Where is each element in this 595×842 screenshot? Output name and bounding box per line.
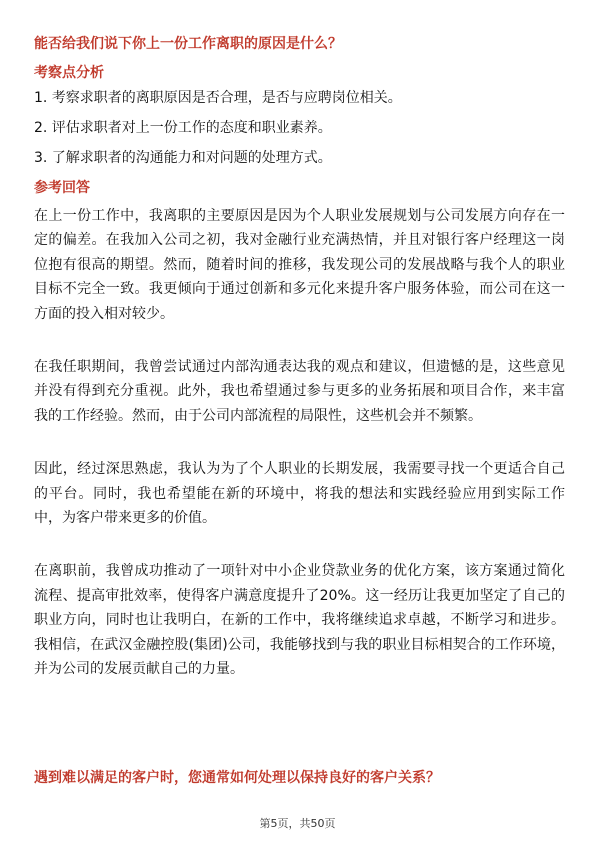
reference-answer xyxy=(34,204,565,711)
analysis-heading: 考察点分析 xyxy=(34,65,104,81)
page-number: 第5页，共50页 xyxy=(259,817,336,830)
analysis-list xyxy=(34,88,564,178)
next-question-heading: 遇到难以满足的客户时，您通常如何处理以保持良好的客户关系？ xyxy=(34,770,440,786)
list-item: 2. 评估求职者对上一份工作的态度和职业素养。 xyxy=(34,120,332,136)
list-item: 1. 考察求职者的离职原因是否合理，是否与应聘岗位相关。 xyxy=(34,90,402,106)
reference-heading: 参考回答 xyxy=(34,180,90,196)
question-heading: 能否给我们说下你上一份工作离职的原因是什么？ xyxy=(34,36,342,52)
list-item: 3. 了解求职者的沟通能力和对问题的处理方式。 xyxy=(34,150,332,166)
answer-paragraph: 在我任职期间，我曾尝试通过内部沟通表达我的观点和建议，但遗憾的是，这些意见并没有得到充分重视。此外，我也希望通过参与更多的业务拓展和项目合作，来丰富我的工作经验。然而，由于公司内部流程的局限性，这些机会并不频繁。 xyxy=(34,359,565,424)
answer-paragraph: 在离职前，我曾成功推动了一项针对中小企业贷款业务的优化方案，该方案通过简化流程、提高审批效率，使得客户满意度提升了20%。这一经历让我更加坚定了自己的职业方向，同时也让我明白，在新的工作中，我将继续追求卓越，不断学习和进步。我相信，在武汉金融控股(集团)公司，我能够找到与我的职业目标相契合的工作环境，并为公司的发展贡献自己的力量。 xyxy=(34,563,565,678)
answer-paragraph: 在上一份工作中，我离职的主要原因是因为个人职业发展规划与公司发展方向存在一定的偏差。在我加入公司之初，我对金融行业充满热情，并且对银行客户经理这一岗位抱有很高的期望。然而，随着时间的推移，我发现公司的发展战略与我个人的职业目标不完全一致。我更倾向于通过创新和多元化来提升客户服务体验，而公司在这一方面的投入相对较少。 xyxy=(34,208,565,322)
answer-paragraph: 因此，经过深思熟虑，我认为为了个人职业的长期发展，我需要寻找一个更适合自己的平台。同时，我也希望能在新的环境中，将我的想法和实践经验应用到实际工作中，为客户带来更多的价值。 xyxy=(34,461,565,527)
